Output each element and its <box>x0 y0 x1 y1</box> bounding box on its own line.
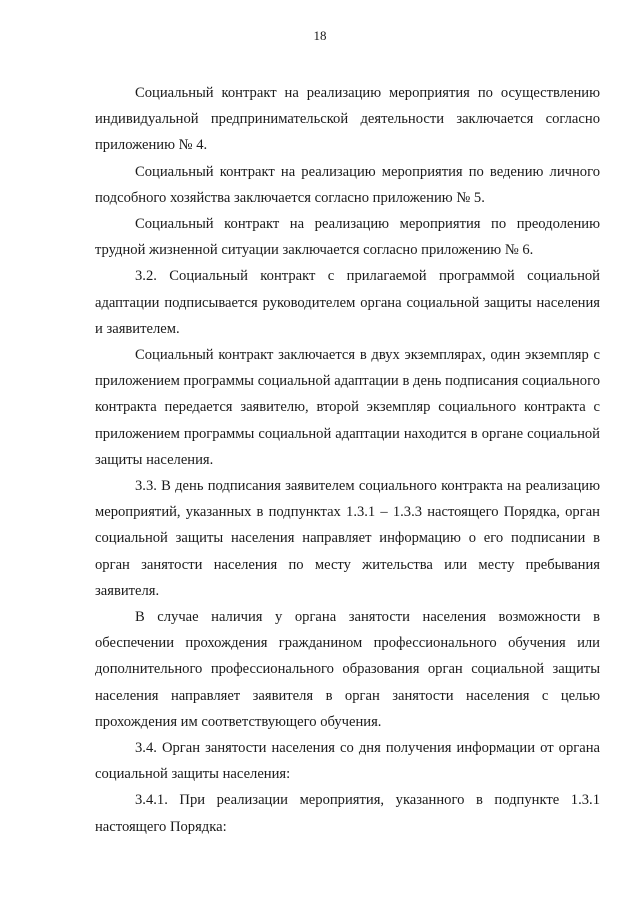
paragraph-3-4-1: 3.4.1. При реализации мероприятия, указанного в подпункте 1.3.1 настоящего Порядка: <box>95 792 600 835</box>
page-number: 18 <box>313 28 327 43</box>
paragraph-3-3: 3.3. В день подписания заявителем социального контракта на реализацию мероприятий, указанных в подпунктах 1.3.1 – 1.3.3 настоящего Порядка, орган социальной защиты населения направляет информацию о его подписании в орган занятости населения по месту жительства или месту пребывания заявителя. <box>95 478 600 599</box>
paragraph-contract-difficult-situation: Социальный контракт на реализацию мероприятия по преодолению трудной жизненной ситуации заключается согласно приложению № 6. <box>95 216 600 259</box>
paragraph-contract-ip: Социальный контракт на реализацию мероприятия по осуществлению индивидуальной предпринимательской деятельности заключается согласно приложению № 4. <box>95 85 600 154</box>
paragraph-3-2: 3.2. Социальный контракт с прилагаемой программой социальной адаптации подписывается руководителем органа социальной защиты населения и заявителем. <box>95 268 600 337</box>
paragraph-two-copies: Социальный контракт заключается в двух экземплярах, один экземпляр с приложением программы социальной адаптации в день подписания социального контракта передается заявителю, второй экземпляр социального контракта с приложением программы социальной адаптации находится в органе социальной защиты населения. <box>95 347 600 468</box>
paragraph-contract-lph: Социальный контракт на реализацию мероприятия по ведению личного подсобного хозяйства заключается согласно приложению № 5. <box>95 163 600 206</box>
paragraph-3-4: 3.4. Орган занятости населения со дня получения информации от органа социальной защиты населения: <box>95 740 600 783</box>
paragraph-training-opportunity: В случае наличия у органа занятости населения возможности в обеспечении прохождения гражданином профессионального обучения или дополнительного профессионального образования орган социальной защиты населения направляет заявителя в орган занятости населения с целью прохождения им соответствующего обучения. <box>95 609 600 730</box>
document-body <box>95 80 600 840</box>
